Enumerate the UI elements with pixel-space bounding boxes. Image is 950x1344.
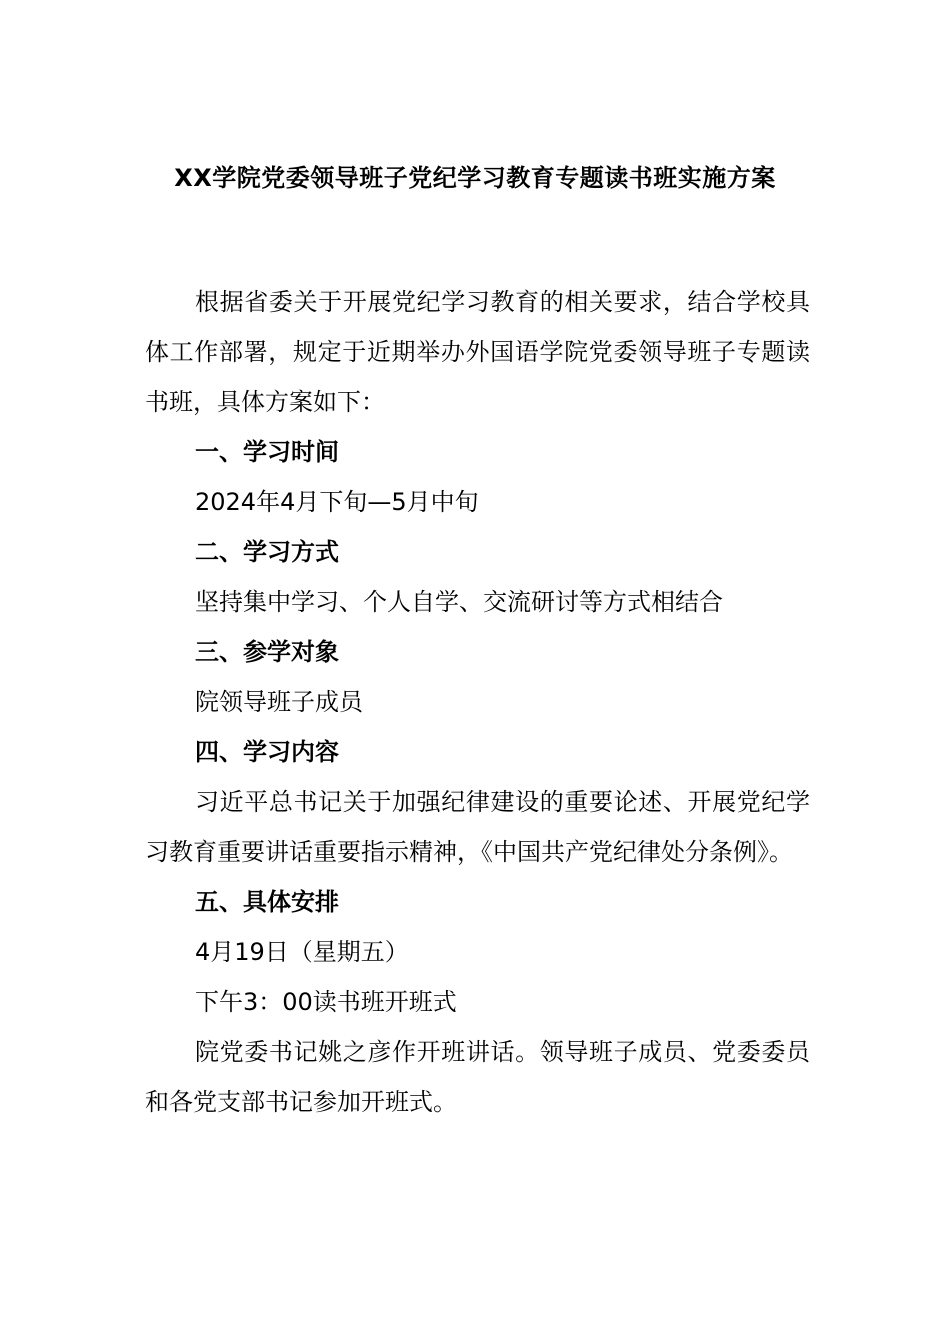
section-heading-participants: 三、参学对象 [195,638,339,666]
section-paragraph-time-slot: 下午3：00读书班开班式 [195,988,457,1016]
section-paragraph-date: 4月19日（星期五） [195,938,409,966]
section-heading-content: 四、学习内容 [195,738,339,766]
intro-paragraph: 根据省委关于开展党纪学习教育的相关要求，结合学校具体工作部署，规定于近期举办外国语学院党委领导班子专题读书班，具体方案如下： [145,288,810,416]
section-paragraph-opening: 院党委书记姚之彦作开班讲话。领导班子成员、党委委员和各党支部书记参加开班式。 [145,1038,810,1116]
section-heading-method: 二、学习方式 [195,538,339,566]
document-body [145,277,810,1127]
section-paragraph-participants: 院领导班子成员 [195,688,363,716]
section-heading-arrangement: 五、具体安排 [195,888,339,916]
document-title: XX学院党委领导班子党纪学习教育专题读书班实施方案 [174,164,776,192]
section-heading-time: 一、学习时间 [195,438,339,466]
section-paragraph-time: 2024年4月下旬—5月中旬 [195,488,479,516]
section-paragraph-content: 习近平总书记关于加强纪律建设的重要论述、开展党纪学习教育重要讲话重要指示精神，《中国共产党纪律处分条例》。 [145,788,810,866]
section-paragraph-method: 坚持集中学习、个人自学、交流研讨等方式相结合 [195,588,723,616]
